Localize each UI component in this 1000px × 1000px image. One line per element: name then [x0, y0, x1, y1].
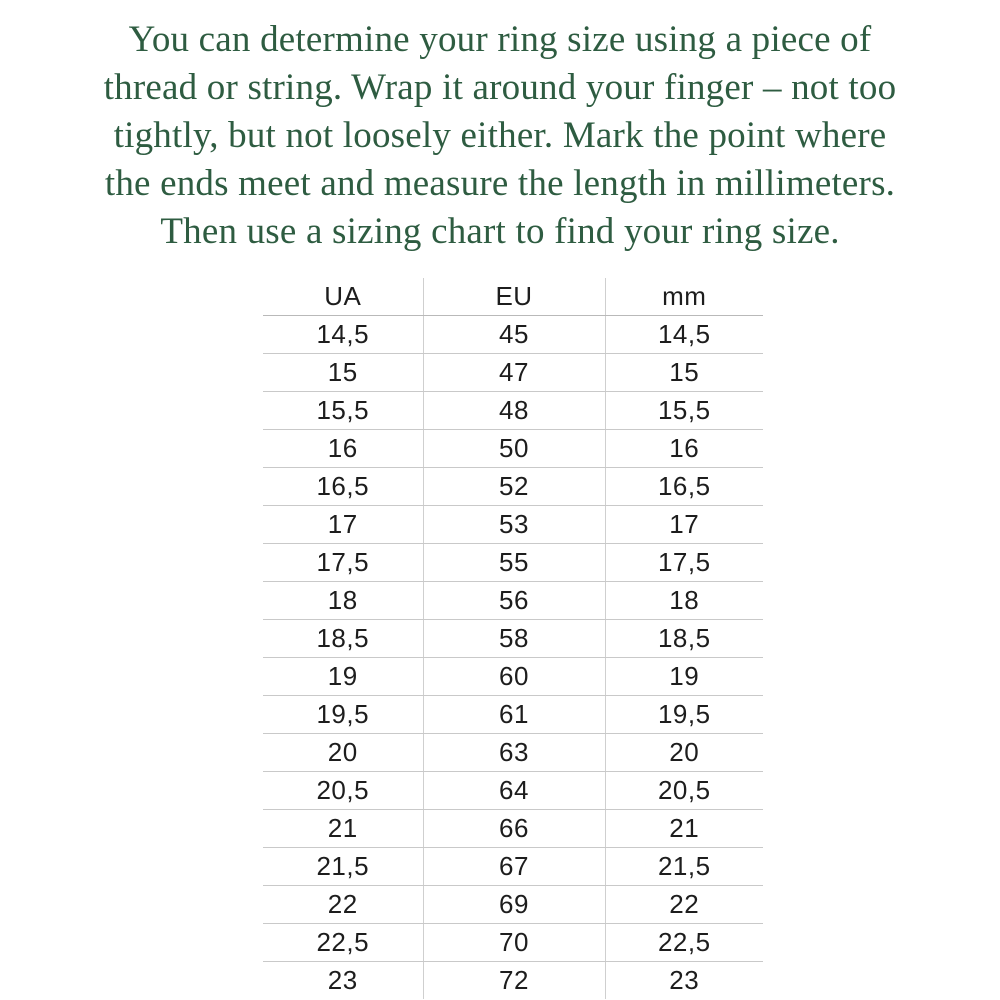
table-cell: 23	[327, 965, 358, 995]
table-cell: 17,5	[605, 544, 763, 582]
table-row	[263, 316, 763, 354]
table-cell: 22	[605, 886, 763, 924]
table-cell: 60	[423, 658, 605, 696]
instruction-line: the ends meet and measure the length in millimeters.	[104, 163, 896, 204]
table-cell: 17,5	[263, 544, 423, 582]
table-cell: 14,5	[263, 316, 423, 354]
table-cell: 23	[669, 965, 700, 995]
table-cell: 52	[423, 468, 605, 506]
ring-size-table-body	[263, 316, 763, 1000]
table-row	[263, 582, 763, 620]
table-cell: 61	[423, 696, 605, 734]
table-cell: 66	[423, 810, 605, 848]
table-row	[263, 506, 763, 544]
column-header-ua: UA	[263, 278, 423, 316]
table-cell: 22,5	[263, 924, 423, 962]
table-cell: 47	[423, 354, 605, 392]
table-cell: 16	[263, 430, 423, 468]
table-row	[263, 848, 763, 886]
table-cell: 18,5	[263, 620, 423, 658]
column-header-eu: EU	[423, 278, 605, 316]
table-cell: 21,5	[263, 848, 423, 886]
table-cell: 18,5	[605, 620, 763, 658]
table-cell: 72	[423, 962, 605, 1000]
table-row	[263, 658, 763, 696]
table-cell: 17	[605, 506, 763, 544]
table-row	[263, 430, 763, 468]
table-cell: 64	[423, 772, 605, 810]
table-cell: 22	[263, 886, 423, 924]
table-header-row	[263, 278, 763, 316]
column-header-mm: mm	[605, 278, 763, 316]
table-cell: 19	[263, 658, 423, 696]
table-cell: 16	[605, 430, 763, 468]
table-cell: 18	[605, 582, 763, 620]
table-cell: 53	[423, 506, 605, 544]
table-row	[263, 810, 763, 848]
instruction-line: tightly, but not loosely either. Mark the point where	[113, 115, 887, 156]
table-cell: 19	[605, 658, 763, 696]
table-row	[263, 924, 763, 962]
table-row	[263, 772, 763, 810]
table-row	[263, 620, 763, 658]
table-cell: 16,5	[263, 468, 423, 506]
instruction-line: Then use a sizing chart to find your ring size.	[160, 211, 840, 252]
table-row	[263, 734, 763, 772]
table-cell: 21	[263, 810, 423, 848]
table-row	[263, 392, 763, 430]
table-row	[263, 886, 763, 924]
table-row	[263, 962, 763, 1000]
table-cell: 45	[423, 316, 605, 354]
table-cell: 15	[263, 354, 423, 392]
table-row	[263, 468, 763, 506]
table-cell: 63	[423, 734, 605, 772]
table-cell: 15,5	[605, 392, 763, 430]
table-row	[263, 696, 763, 734]
table-cell: 15	[605, 354, 763, 392]
table-cell: 56	[423, 582, 605, 620]
table-cell: 19,5	[263, 696, 423, 734]
table-cell: 58	[423, 620, 605, 658]
table-cell: 21	[605, 810, 763, 848]
table-cell: 20	[263, 734, 423, 772]
table-cell: 20	[605, 734, 763, 772]
table-cell: 21,5	[605, 848, 763, 886]
table-cell: 15,5	[263, 392, 423, 430]
table-cell: 50	[423, 430, 605, 468]
table-cell: 69	[423, 886, 605, 924]
table-cell: 70	[423, 924, 605, 962]
ring-size-table	[263, 278, 763, 999]
table-cell: 48	[423, 392, 605, 430]
ring-size-table-head	[263, 278, 763, 316]
ring-size-instructions	[0, 0, 1000, 256]
table-cell: 20,5	[263, 772, 423, 810]
instruction-line: thread or string. Wrap it around your finger – not too	[103, 67, 897, 108]
table-row	[263, 354, 763, 392]
table-cell: 55	[423, 544, 605, 582]
table-cell: 16,5	[605, 468, 763, 506]
table-row	[263, 544, 763, 582]
table-cell: 14,5	[605, 316, 763, 354]
instruction-line: You can determine your ring size using a piece of	[128, 19, 872, 60]
table-cell: 18	[263, 582, 423, 620]
table-cell: 19,5	[605, 696, 763, 734]
table-cell: 22,5	[605, 924, 763, 962]
table-cell: 20,5	[605, 772, 763, 810]
table-cell: 67	[423, 848, 605, 886]
table-cell: 17	[263, 506, 423, 544]
